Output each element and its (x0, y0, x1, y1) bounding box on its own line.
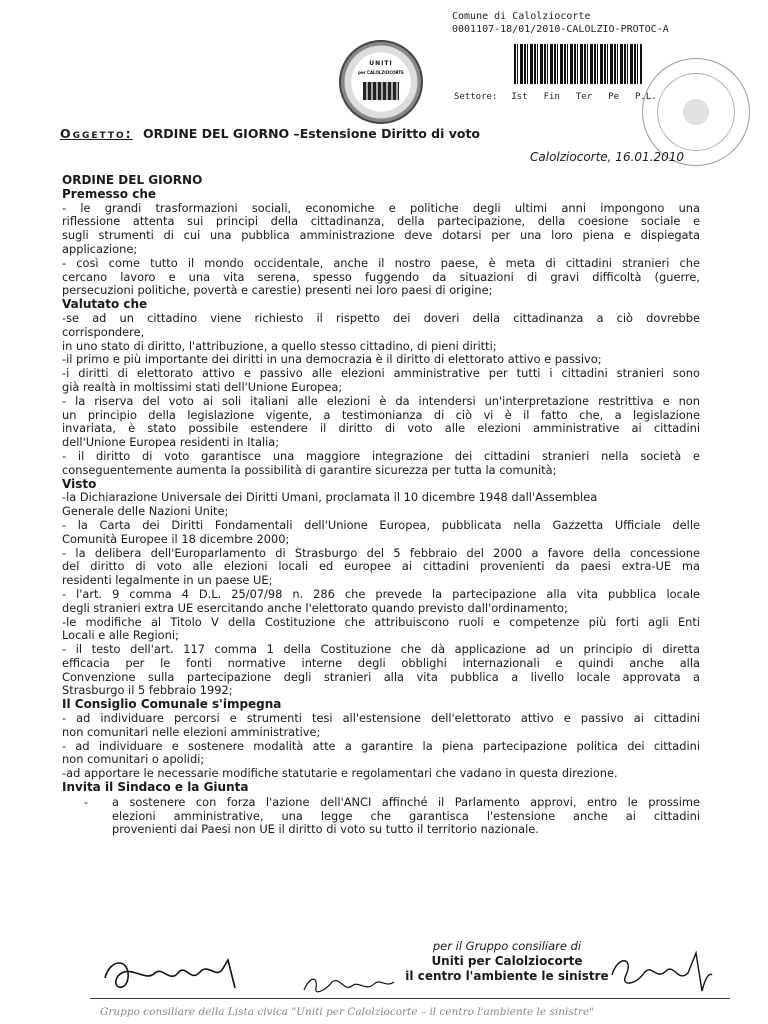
body-line: - la riserva del voto ai soli italiani alle elezioni è da intendersi un'interpretazione restrittiva e non (62, 393, 700, 408)
body-line: Convenzione sulla partecipazione degli stranieri alla vita pubblica a livello locale approvata a (62, 669, 700, 684)
place-date: Calolziocorte, 16.01.2010 (530, 150, 685, 164)
party-subtitle: il centro l'ambiente le sinistre (405, 969, 609, 983)
signature-2 (300, 958, 410, 1003)
settore-option: Ist (511, 92, 528, 102)
body-line: dell'Unione Europea residenti in Italia; (62, 435, 280, 450)
body-line: applicazione; (62, 241, 138, 256)
protocol-office: Comune di Calolziocorte (452, 11, 591, 22)
seal-emblem (673, 89, 719, 135)
body-line: a sostenere con forza l'azione dell'ANCI affinché il Parlamento approvi, entro le prossime (112, 794, 700, 809)
body-line: -il primo e più importante dei diritti in una democrazia è il diritto di elettorato attivo e passivo; (62, 352, 602, 367)
logo-subtext: per CALOLZIOCORTE (358, 70, 404, 75)
body-line: - ad individuare e sostenere modalità atte a garantire la piena partecipazione politica dei cittadini (62, 738, 700, 753)
on-behalf-text: per il Gruppo consiliare di (432, 939, 582, 953)
settore-label: Settore: (454, 92, 498, 102)
invita-item (62, 796, 700, 837)
party-logo (339, 40, 423, 124)
signature-divider (90, 998, 730, 999)
logo-text: UNITI (369, 60, 393, 67)
body-line: del diritto di voto alle elezioni locali ed europee ai cittadini provenienti da paesi extra-UE ma (62, 559, 700, 574)
body-line: non comunitari o apolidi; (62, 752, 205, 767)
protocol-number: 0001107-18/01/2010-CALOLZIO-PROTOC-A (452, 24, 669, 35)
body-line: persecuzioni politiche, povertà e carestie) presenti nei loro paesi di origine; (62, 283, 493, 298)
document-body (62, 174, 700, 837)
body-line: elezioni amministrative, una legge che garantisca l'estensione anche ai cittadini (112, 808, 700, 823)
body-line: -ad apportare le necessarie modifiche statutarie e regolamentari che vadano in questa direzione. (62, 766, 618, 781)
section-heading-premesso: Premesso che (62, 186, 156, 201)
subject-label: Oggetto: (60, 126, 133, 141)
body-line: efficacia per le fonti normative interne degli obblighi internazionali e quindi anche alla (62, 655, 700, 670)
body-line: - l'art. 9 comma 4 D.L. 25/07/98 n. 286 che prevede la partecipazione alla vita pubblica locale (62, 586, 700, 601)
body-line: Locali e alle Regioni; (62, 628, 179, 643)
body-line: un principio della legislazione vigente, a testimonianza di ciò vi è il fatto che, a legislazione (62, 407, 700, 422)
subject-line (60, 126, 480, 141)
settore-option: Ter (575, 92, 593, 102)
body-line: non comunitari nelle elezioni amministrative; (62, 724, 321, 739)
body-line: - la delibera dell'Europarlamento di Strasburgo del 5 febbraio del 2000 a favore della concessione (62, 545, 700, 560)
barcode (514, 44, 642, 84)
body-line: -se ad un cittadino viene richiesto il rispetto dei doveri della cittadinanza a ciò dovrebbe (62, 310, 700, 325)
body-line: - ad individuare percorsi e strumenti tesi all'estensione dell'elettorato attivo e passivo ai cittadini (62, 711, 700, 726)
body-line: - il testo dell'art. 117 comma 1 della Costituzione che dà applicazione ad un principio di diretta (62, 642, 700, 657)
body-line: degli stranieri extra UE esercitando anche l'elettorato quando previsto dall'ordinamento; (62, 600, 568, 615)
section-heading-consiglio: Il Consiglio Comunale s'impegna (62, 697, 282, 712)
body-line: Comunità Europee il 18 dicembre 2000; (62, 531, 290, 546)
signature-3 (606, 945, 716, 1000)
settore-option: P.L. (635, 92, 657, 102)
signature-block (396, 939, 618, 984)
bullet-marker: - (84, 794, 89, 809)
body-line: Generale delle Nazioni Unite; (62, 504, 229, 519)
logo-emblem (363, 82, 399, 100)
section-heading-visto: Visto (62, 476, 97, 491)
body-line: - così come tutto il mondo occidentale, anche il nostro paese, è meta di cittadini stranieri che (62, 255, 700, 270)
body-line: già realtà in moltissimi stati dell'Unione Europea; (62, 379, 343, 394)
body-line: -i diritti di elettorato attivo e passivo alle elezioni amministrative per tutti i cittadini stranieri sono (62, 366, 700, 381)
body-line: - il diritto di voto garantisce una maggiore integrazione dei cittadini stranieri nella società e (62, 448, 700, 463)
document-title: ORDINE DEL GIORNO (62, 173, 203, 187)
settore-row (454, 92, 659, 102)
body-line: - la Carta dei Diritti Fondamentali dell'Unione Europea, pubblicata nella Gazzetta Ufficiale delle (62, 517, 700, 532)
body-line: Strasburgo il 5 febbraio 1992; (62, 683, 233, 698)
body-line: -la Dichiarazione Universale dei Diritti Umani, proclamata il 10 dicembre 1948 dall'Assemblea (62, 490, 598, 505)
body-line: -le modifiche al Titolo V della Costituzione che attribuiscono ruoli e competenze più forti agli Enti (62, 614, 700, 629)
party-name: Uniti per Calolziocorte (431, 954, 583, 968)
section-heading-invita: Invita il Sindaco e la Giunta (62, 780, 249, 795)
body-line: cercano lavoro e una vita serena, spesso fuggendo da situazioni di gravi difficoltà (guerre, (62, 269, 700, 284)
body-line: provenienti dai Paesi non UE il diritto di voto su tutto il territorio nazionale. (112, 822, 539, 837)
body-line: in uno stato di diritto, l'attribuzione, a quello stesso cittadino, di pieni diritti; (62, 338, 497, 353)
settore-option: Pe (608, 92, 619, 102)
body-line: corrispondere, (62, 324, 145, 339)
settore-option: Fin (543, 92, 560, 102)
body-line: residenti legalmente in un paese UE; (62, 573, 273, 588)
subject-text: ORDINE DEL GIORNO –Estensione Diritto di voto (143, 126, 481, 141)
body-line: - le grandi trasformazioni sociali, economiche e politiche degli ultimi anni impongono una (62, 200, 700, 215)
body-line: conseguentemente aumenta la possibilità di garantire sicurezza per tutta la comunità; (62, 462, 557, 477)
signature-1 (100, 948, 260, 998)
body-line: riflessione attenta sui principi della cittadinanza, della partecipazione, della coesione sociale e (62, 214, 700, 229)
letterhead-footer: Gruppo consiliare della Lista civica "Uniti per Calolziocorte – il centro l'ambiente le sinistre" (100, 1006, 594, 1018)
body-line: invariata, è stato possibile estendere il diritto di voto alle elezioni amministrative ai cittadini (62, 421, 700, 436)
protocol-stamp (452, 10, 669, 36)
body-line: sugli strumenti di cui una pubblica amministrazione deve dotarsi per una loro piena e dispiegata (62, 228, 700, 243)
section-heading-valutato: Valutato che (62, 297, 148, 312)
